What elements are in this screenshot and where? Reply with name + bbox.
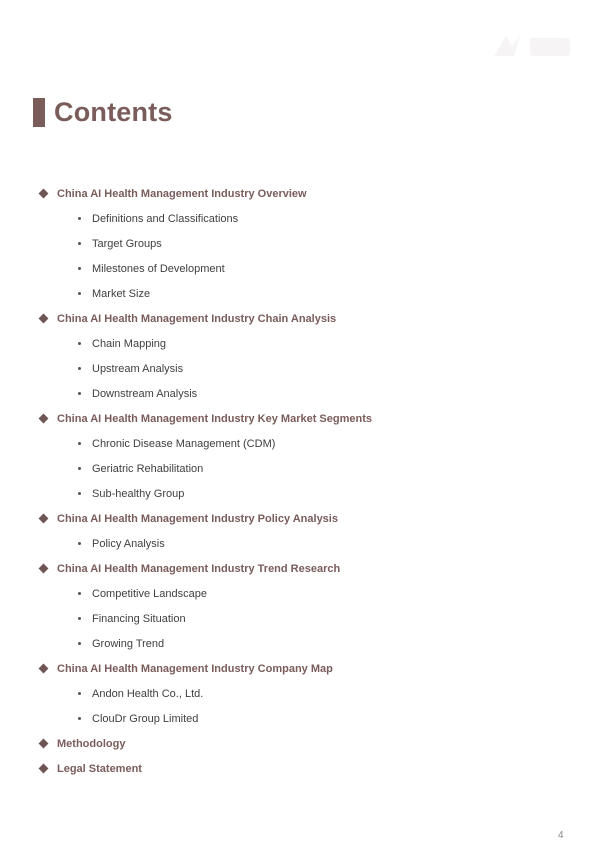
bullet-icon [78, 292, 81, 295]
toc-item[interactable] [36, 356, 566, 381]
toc-section[interactable] [36, 656, 566, 681]
page-title: Contents [54, 97, 173, 127]
bullet-icon [78, 592, 81, 595]
toc-item-label: Milestones of Development [92, 262, 225, 275]
bullet-icon [78, 717, 81, 720]
toc-section-title: Legal Statement [57, 762, 142, 775]
toc-item[interactable] [36, 256, 566, 281]
toc-section-title: China AI Health Management Industry Key Market Segments [57, 412, 372, 425]
diamond-icon [39, 414, 49, 424]
toc-item-label: Geriatric Rehabilitation [92, 462, 204, 475]
diamond-icon [39, 314, 49, 324]
bullet-icon [78, 217, 81, 220]
toc-item-label: Andon Health Co., Ltd. [92, 687, 204, 700]
toc-section[interactable] [36, 506, 566, 531]
toc-section[interactable] [36, 406, 566, 431]
table-of-contents [36, 181, 566, 781]
toc-item[interactable] [36, 431, 566, 456]
toc-item[interactable] [36, 681, 566, 706]
toc-item-label: Growing Trend [92, 637, 165, 650]
page-number: 4 [558, 830, 564, 841]
toc-item-label: Sub-healthy Group [92, 487, 185, 500]
toc-item-label: Financing Situation [92, 612, 186, 625]
bullet-icon [78, 442, 81, 445]
toc-section-title: China AI Health Management Industry Trend Research [57, 562, 341, 575]
toc-item-label: ClouDr Group Limited [92, 712, 199, 725]
toc-section-title: China AI Health Management Industry Chain Analysis [57, 312, 337, 325]
diamond-icon [39, 564, 49, 574]
toc-section[interactable] [36, 756, 566, 781]
bullet-icon [78, 617, 81, 620]
toc-section[interactable] [36, 731, 566, 756]
toc-section[interactable] [36, 556, 566, 581]
vertical-bar-icon [33, 98, 45, 127]
toc-item[interactable] [36, 606, 566, 631]
toc-item[interactable] [36, 581, 566, 606]
bullet-icon [78, 642, 81, 645]
toc-item-label: Downstream Analysis [92, 387, 198, 400]
bullet-icon [78, 267, 81, 270]
diamond-icon [39, 664, 49, 674]
toc-item-label: Chronic Disease Management (CDM) [92, 437, 276, 450]
toc-item-label: Target Groups [92, 237, 162, 250]
diamond-icon [39, 514, 49, 524]
bullet-icon [78, 392, 81, 395]
bullet-icon [78, 342, 81, 345]
toc-item[interactable] [36, 381, 566, 406]
toc-section-title: China AI Health Management Industry Overview [57, 187, 307, 200]
bullet-icon [78, 542, 81, 545]
toc-item[interactable] [36, 231, 566, 256]
diamond-icon [39, 739, 49, 749]
logo-watermark-icon [490, 32, 576, 62]
toc-item-label: Policy Analysis [92, 537, 165, 550]
toc-item-label: Competitive Landscape [92, 587, 207, 600]
toc-item-label: Upstream Analysis [92, 362, 184, 375]
toc-item-label: Market Size [92, 287, 151, 300]
toc-item[interactable] [36, 531, 566, 556]
diamond-icon [39, 764, 49, 774]
toc-item[interactable] [36, 706, 566, 731]
toc-item[interactable] [36, 631, 566, 656]
bullet-icon [78, 492, 81, 495]
diamond-icon [39, 189, 49, 199]
toc-item[interactable] [36, 206, 566, 231]
toc-item-label: Chain Mapping [92, 337, 166, 350]
toc-section[interactable] [36, 306, 566, 331]
toc-item[interactable] [36, 281, 566, 306]
page-header [33, 97, 173, 127]
toc-section-title: China AI Health Management Industry Policy Analysis [57, 512, 338, 525]
toc-item[interactable] [36, 456, 566, 481]
bullet-icon [78, 242, 81, 245]
toc-section-title: Methodology [57, 737, 126, 750]
toc-section[interactable] [36, 181, 566, 206]
bullet-icon [78, 467, 81, 470]
bullet-icon [78, 367, 81, 370]
bullet-icon [78, 692, 81, 695]
toc-item[interactable] [36, 481, 566, 506]
toc-section-title: China AI Health Management Industry Company Map [57, 662, 333, 675]
toc-item[interactable] [36, 331, 566, 356]
toc-item-label: Definitions and Classifications [92, 212, 239, 225]
